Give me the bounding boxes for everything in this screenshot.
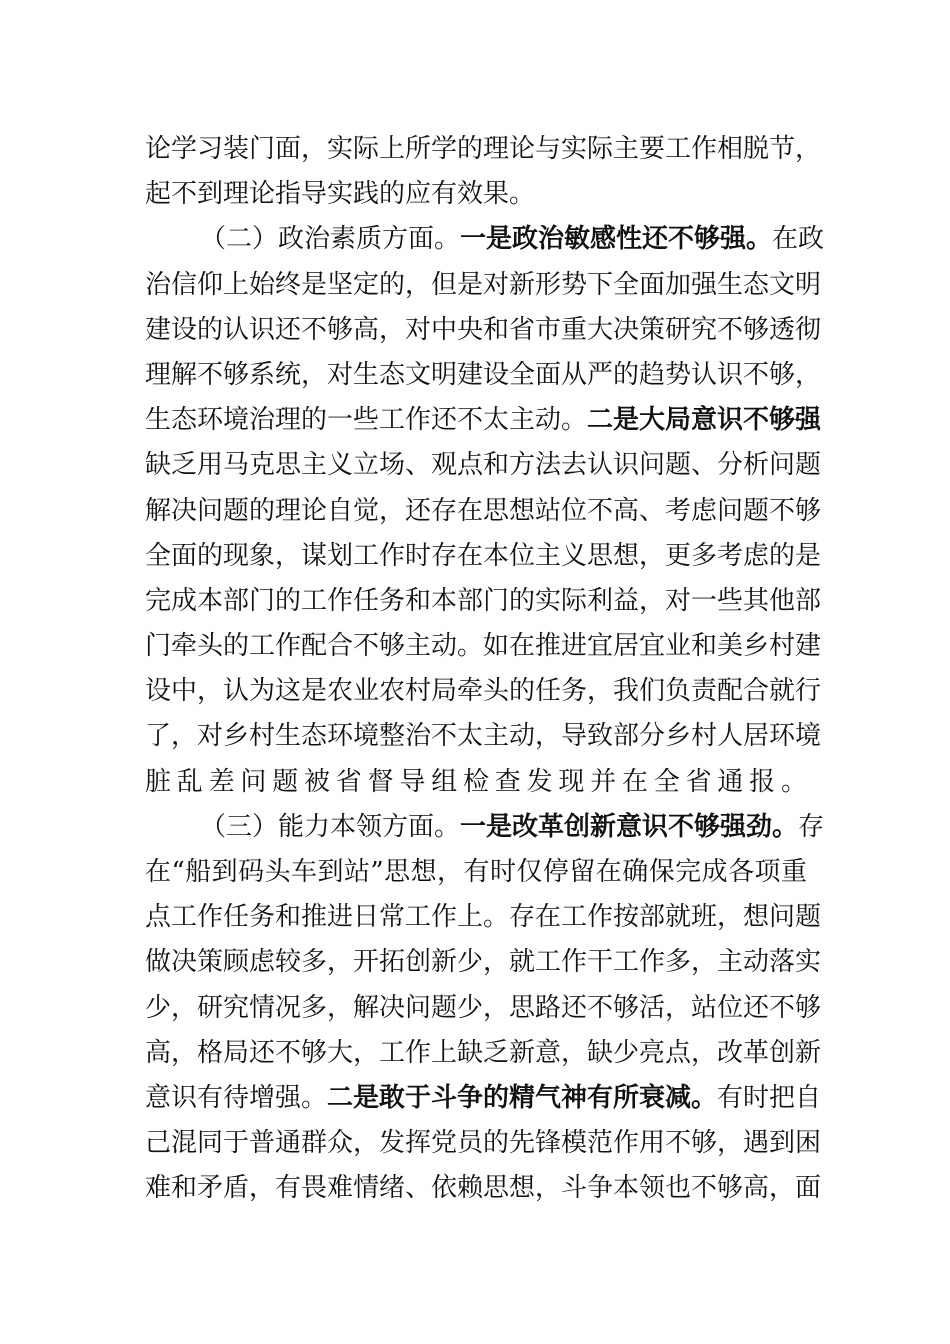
text-line [145, 714, 822, 759]
text-line [145, 172, 807, 217]
text-line [145, 1121, 822, 1166]
body-text: 脏乱差问题被省督导组检查发现并在全省通报。 [145, 766, 807, 797]
text-line [145, 534, 822, 579]
body-text: 少，研究情况多，解决问题少，思路还不够活，站位还不够 [145, 992, 822, 1023]
body-text: 高，格局还不够大，工作上缺乏新意，缺少亮点，改革创新 [145, 1037, 822, 1068]
text-line [145, 940, 822, 985]
bold-heading-text: 一是改革创新意识不够强劲。 [460, 811, 799, 842]
text-line [145, 624, 822, 669]
text-line [145, 669, 822, 714]
body-text: 完成本部门的工作任务和本部门的实际利益，对一些其他部 [145, 585, 822, 616]
text-line [145, 805, 825, 850]
body-text: 己混同于普通群众，发挥党员的先锋模范作用不够，遇到困 [145, 1128, 822, 1159]
body-text: 治信仰上始终是坚定的，但是对新形势下全面加强生态文明 [145, 269, 822, 300]
text-line [145, 895, 822, 940]
body-text: （二）政治素质方面。 [200, 224, 461, 255]
text-line [145, 263, 822, 308]
body-text: 建设的认识还不够高，对中央和省市重大决策研究不够透彻 [145, 314, 822, 345]
document-page [145, 127, 825, 1212]
body-text: 意识有待增强。 [145, 1082, 328, 1113]
body-text: 生态环境治理的一些工作还不太主动。 [145, 405, 588, 436]
text-line [145, 443, 822, 488]
paragraph [145, 217, 825, 804]
body-text: 门牵头的工作配合不够主动。如在推进宜居宜业和美乡村建 [145, 631, 822, 662]
body-text: 起不到理论指导实践的应有效果。 [145, 179, 536, 210]
paragraph [145, 127, 822, 217]
bold-heading-text: 二是大局意识不够强 [587, 405, 822, 436]
text-line [145, 1031, 822, 1076]
text-line [145, 850, 807, 895]
body-text: 点工作任务和推进日常工作上。存在工作按部就班，想问题 [145, 902, 822, 933]
text-line [145, 986, 822, 1031]
text-line [145, 1076, 822, 1121]
body-text: 在“船到码头车到站”思想，有时仅停留在确保完成各项重 [145, 857, 807, 887]
text-line [145, 579, 822, 624]
body-text: 了，对乡村生态环境整治不太主动，导致部分乡村人居环境 [145, 721, 822, 752]
bold-heading-text: 一是政治敏感性还不够强。 [460, 224, 773, 255]
body-text: 有时把自 [717, 1082, 822, 1113]
text-line [145, 489, 822, 534]
paragraph [145, 805, 825, 1212]
text-line [145, 308, 822, 353]
text-line [145, 398, 822, 443]
text-line [145, 760, 807, 805]
body-text: 难和矛盾，有畏难情绪、依赖思想，斗争本领也不够高，面 [145, 1173, 822, 1204]
text-line [145, 353, 822, 398]
body-text: 理解不够系统，对生态文明建设全面从严的趋势认识不够， [145, 359, 822, 390]
body-text: 全面的现象，谋划工作时存在本位主义思想，更多考虑的是 [145, 540, 822, 571]
body-text: 解决问题的理论自觉，还存在思想站位不高、考虑问题不够 [145, 495, 822, 526]
body-text: 设中，认为这是农业农村局牵头的任务，我们负责配合就行 [145, 676, 822, 707]
bold-heading-text: 二是敢于斗争的精气神有所衰减。 [327, 1082, 718, 1113]
body-text: （三）能力本领方面。 [200, 811, 461, 842]
body-text: 在政 [772, 224, 825, 255]
text-line [145, 217, 825, 262]
body-text: 存 [798, 811, 825, 842]
body-text: 缺乏用马克思主义立场、观点和方法去认识问题、分析问题 [145, 450, 822, 481]
text-line [145, 127, 822, 172]
text-line [145, 1166, 822, 1211]
body-text: 论学习装门面，实际上所学的理论与实际主要工作相脱节， [145, 134, 822, 164]
body-text: 做决策顾虑较多，开拓创新少，就工作干工作多，主动落实 [145, 947, 822, 978]
